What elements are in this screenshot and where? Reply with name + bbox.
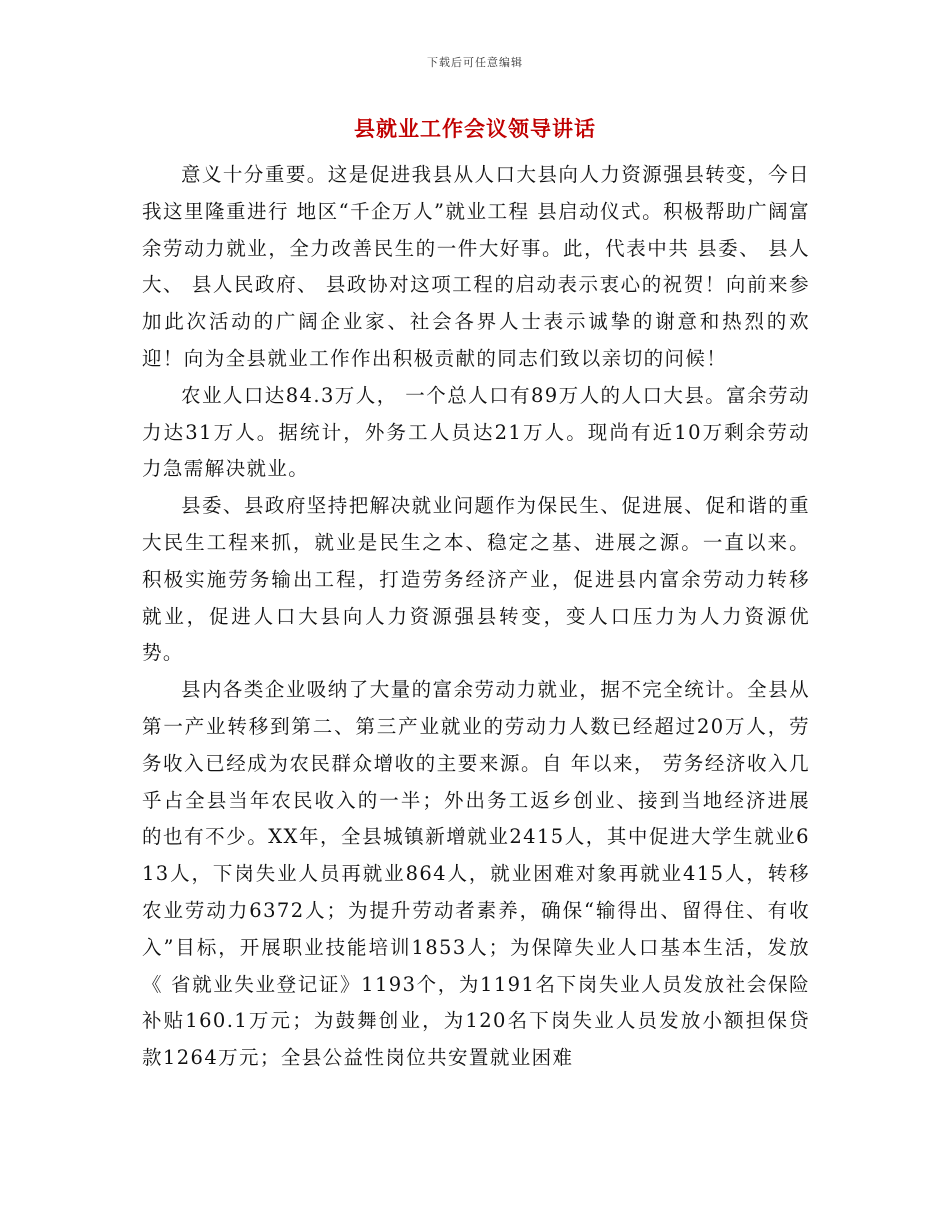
paragraph-1: 意义十分重要。这是促进我县从人口大县向人力资源强县转变，今日我这里隆重进行 地区“千企万人”就业工程 县启动仪式。积极帮助广阔富余劳动力就业，全力改善民生的一件大好事。此，代表中共 县委、 县人大、 县人民政府、 县政协对这项工程的启动表示衷心的祝贺！向前来参加此次活动的广阔企业家、社会各界人士表示诚挚的谢意和热烈的欢迎！向为全县就业工作作出积极贡献的同志们致以亲切的问候！ [142,163,810,370]
paragraph-3: 县委、县政府坚持把解决就业问题作为保民生、促进展、促和谐的重大民生工程来抓，就业是民生之本、稳定之基、进展之源。一直以来。积极实施劳务输出工程，打造劳务经济产业，促进县内富余劳动力转移就业，促进人口大县向人力资源强县转变，变人口压力为人力资源优势。 [142,494,810,665]
document-body [142,157,810,1077]
paragraph-2: 农业人口达84.3万人， 一个总人口有89万人的人口大县。富余劳动力达31万人。据统计，外务工人员达21万人。现尚有近10万剩余劳动力急需解决就业。 [142,383,810,481]
header-note: 下载后可任意编辑 [427,56,523,69]
paragraph-4: 县内各类企业吸纳了大量的富余劳动力就业，据不完全统计。全县从第一产业转移到第二、第三产业就业的劳动力人数已经超过20万人，劳务收入已经成为农民群众增收的主要来源。自 年以来， 劳务经济收入几乎占全县当年农民收入的一半；外出务工返乡创业、接到当地经济进展的也有不少。XX年，全县城镇新增就业2415人，其中促进大学生就业613人，下岗失业人员再就业864人，就业困难对象再就业415人，转移农业劳动力6372人；为提升劳动者素养，确保“输得出、留得住、有收入”目标，开展职业技能培训1853人；为保障失业人口基本生活，发放《 省就业失业登记证》1193个，为1191名下岗失业人员发放社会保险补贴160.1万元；为鼓舞创业，为120名下岗失业人员发放小额担保贷款1264万元；全县公益性岗位共安置就业困难 [142,678,810,1070]
document-title: 县就业工作会议领导讲话 [354,116,596,141]
